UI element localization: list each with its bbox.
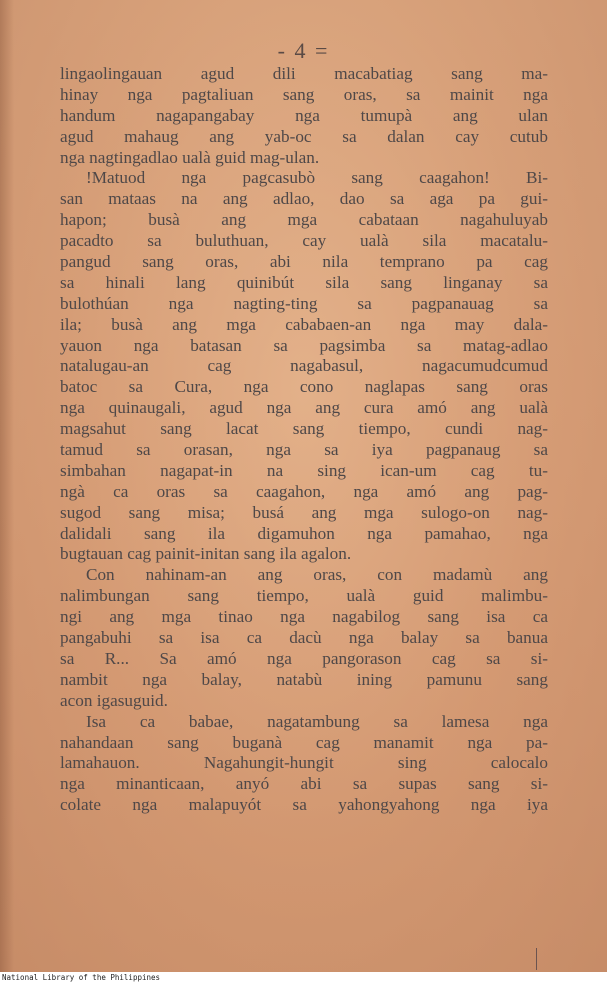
footer-bar	[0, 972, 607, 983]
text-line: natalugau-an cag nagabasul, nagacumudcumud	[60, 356, 548, 376]
text-line: dalidali sang ila digamuhon nga pamahao, nga	[60, 523, 548, 543]
text-line: simbahan nagapat-in na sing ican-um cag tu-	[60, 460, 548, 480]
text-line: nalimbungan sang tiempo, ualà guid malimbu-	[60, 586, 548, 606]
text-line: sa R... Sa amó nga pangorason cag sa si-	[60, 648, 548, 668]
text-line: agud mahaug ang yab-oc sa dalan cay cutub	[60, 126, 548, 146]
margin-mark	[536, 948, 537, 970]
text-line: bulothúan nga nagting-ting sa pagpanauag sa	[60, 293, 548, 313]
text-line: tamud sa orasan, nga sa iya pagpanaug sa	[60, 440, 548, 460]
text-line: nga minanticaan, anyó abi sa supas sang si-	[60, 774, 548, 794]
text-line: nga quinaugali, agud nga ang cura amó ang ualà	[60, 398, 548, 418]
text-line: pacadto sa buluthuan, cay ualà sila macatalu-	[60, 231, 548, 251]
text-line: lamahauon. Nagahungit-hungit sing calocalo	[60, 753, 548, 773]
footer-credit: National Library of the Philippines	[2, 973, 161, 982]
text-line: yauon nga batasan sa pagsimba sa matag-adlao	[60, 335, 548, 355]
text-line: bugtauan cag painit-initan sang ila agalon.	[60, 544, 352, 564]
text-line: Con nahinam-an ang oras, con madamù ang	[86, 565, 548, 585]
text-line: colate nga malapuyót sa yahongyahong nga iya	[60, 795, 548, 815]
text-line: handum nagapangabay nga tumupà ang ulan	[60, 105, 548, 125]
text-line: ngà ca oras sa caagahon, nga amó ang pag-	[60, 481, 548, 501]
page-number: - 4 =	[277, 38, 330, 63]
text-line: acon igasuguid.	[60, 690, 168, 710]
text-line: nambit nga balay, natabù ining pamunu sang	[60, 669, 548, 689]
page-text	[60, 64, 548, 816]
text-line: pangabuhi sa isa ca dacù nga balay sa banua	[60, 628, 548, 648]
page-spine-shadow	[0, 0, 14, 972]
text-line: sugod sang misa; busá ang mga sulogo-on nag-	[60, 502, 548, 522]
text-line: san mataas na ang adlao, dao sa aga pa gui-	[60, 189, 548, 209]
text-line: sa hinali lang quinibút sila sang linganay sa	[60, 272, 548, 292]
text-line: batoc sa Cura, nga cono naglapas sang oras	[60, 377, 548, 397]
text-line: hapon; busà ang mga cabataan nagahuluyab	[60, 210, 548, 230]
text-line: pangud sang oras, abi nila temprano pa cag	[60, 252, 548, 272]
text-line: magsahut sang lacat sang tiempo, cundi nag-	[60, 419, 548, 439]
text-line: hinay nga pagtaliuan sang oras, sa mainit nga	[60, 84, 548, 104]
text-line: ila; busà ang mga cababaen-an nga may dala-	[60, 314, 548, 334]
text-line: ngi ang mga tinao nga nagabilog sang isa ca	[60, 607, 548, 627]
text-line: nga nagtingadlao ualà guid mag-ulan.	[60, 147, 320, 167]
text-line: lingaolingauan agud dili macabatiag sang ma-	[60, 64, 548, 83]
text-line: nahandaan sang buganà cag manamit nga pa-	[60, 732, 548, 752]
text-line: Isa ca babae, nagatambung sa lamesa nga	[86, 711, 548, 731]
text-line: !Matuod nga pagcasubò sang caagahon! Bi-	[86, 168, 548, 188]
